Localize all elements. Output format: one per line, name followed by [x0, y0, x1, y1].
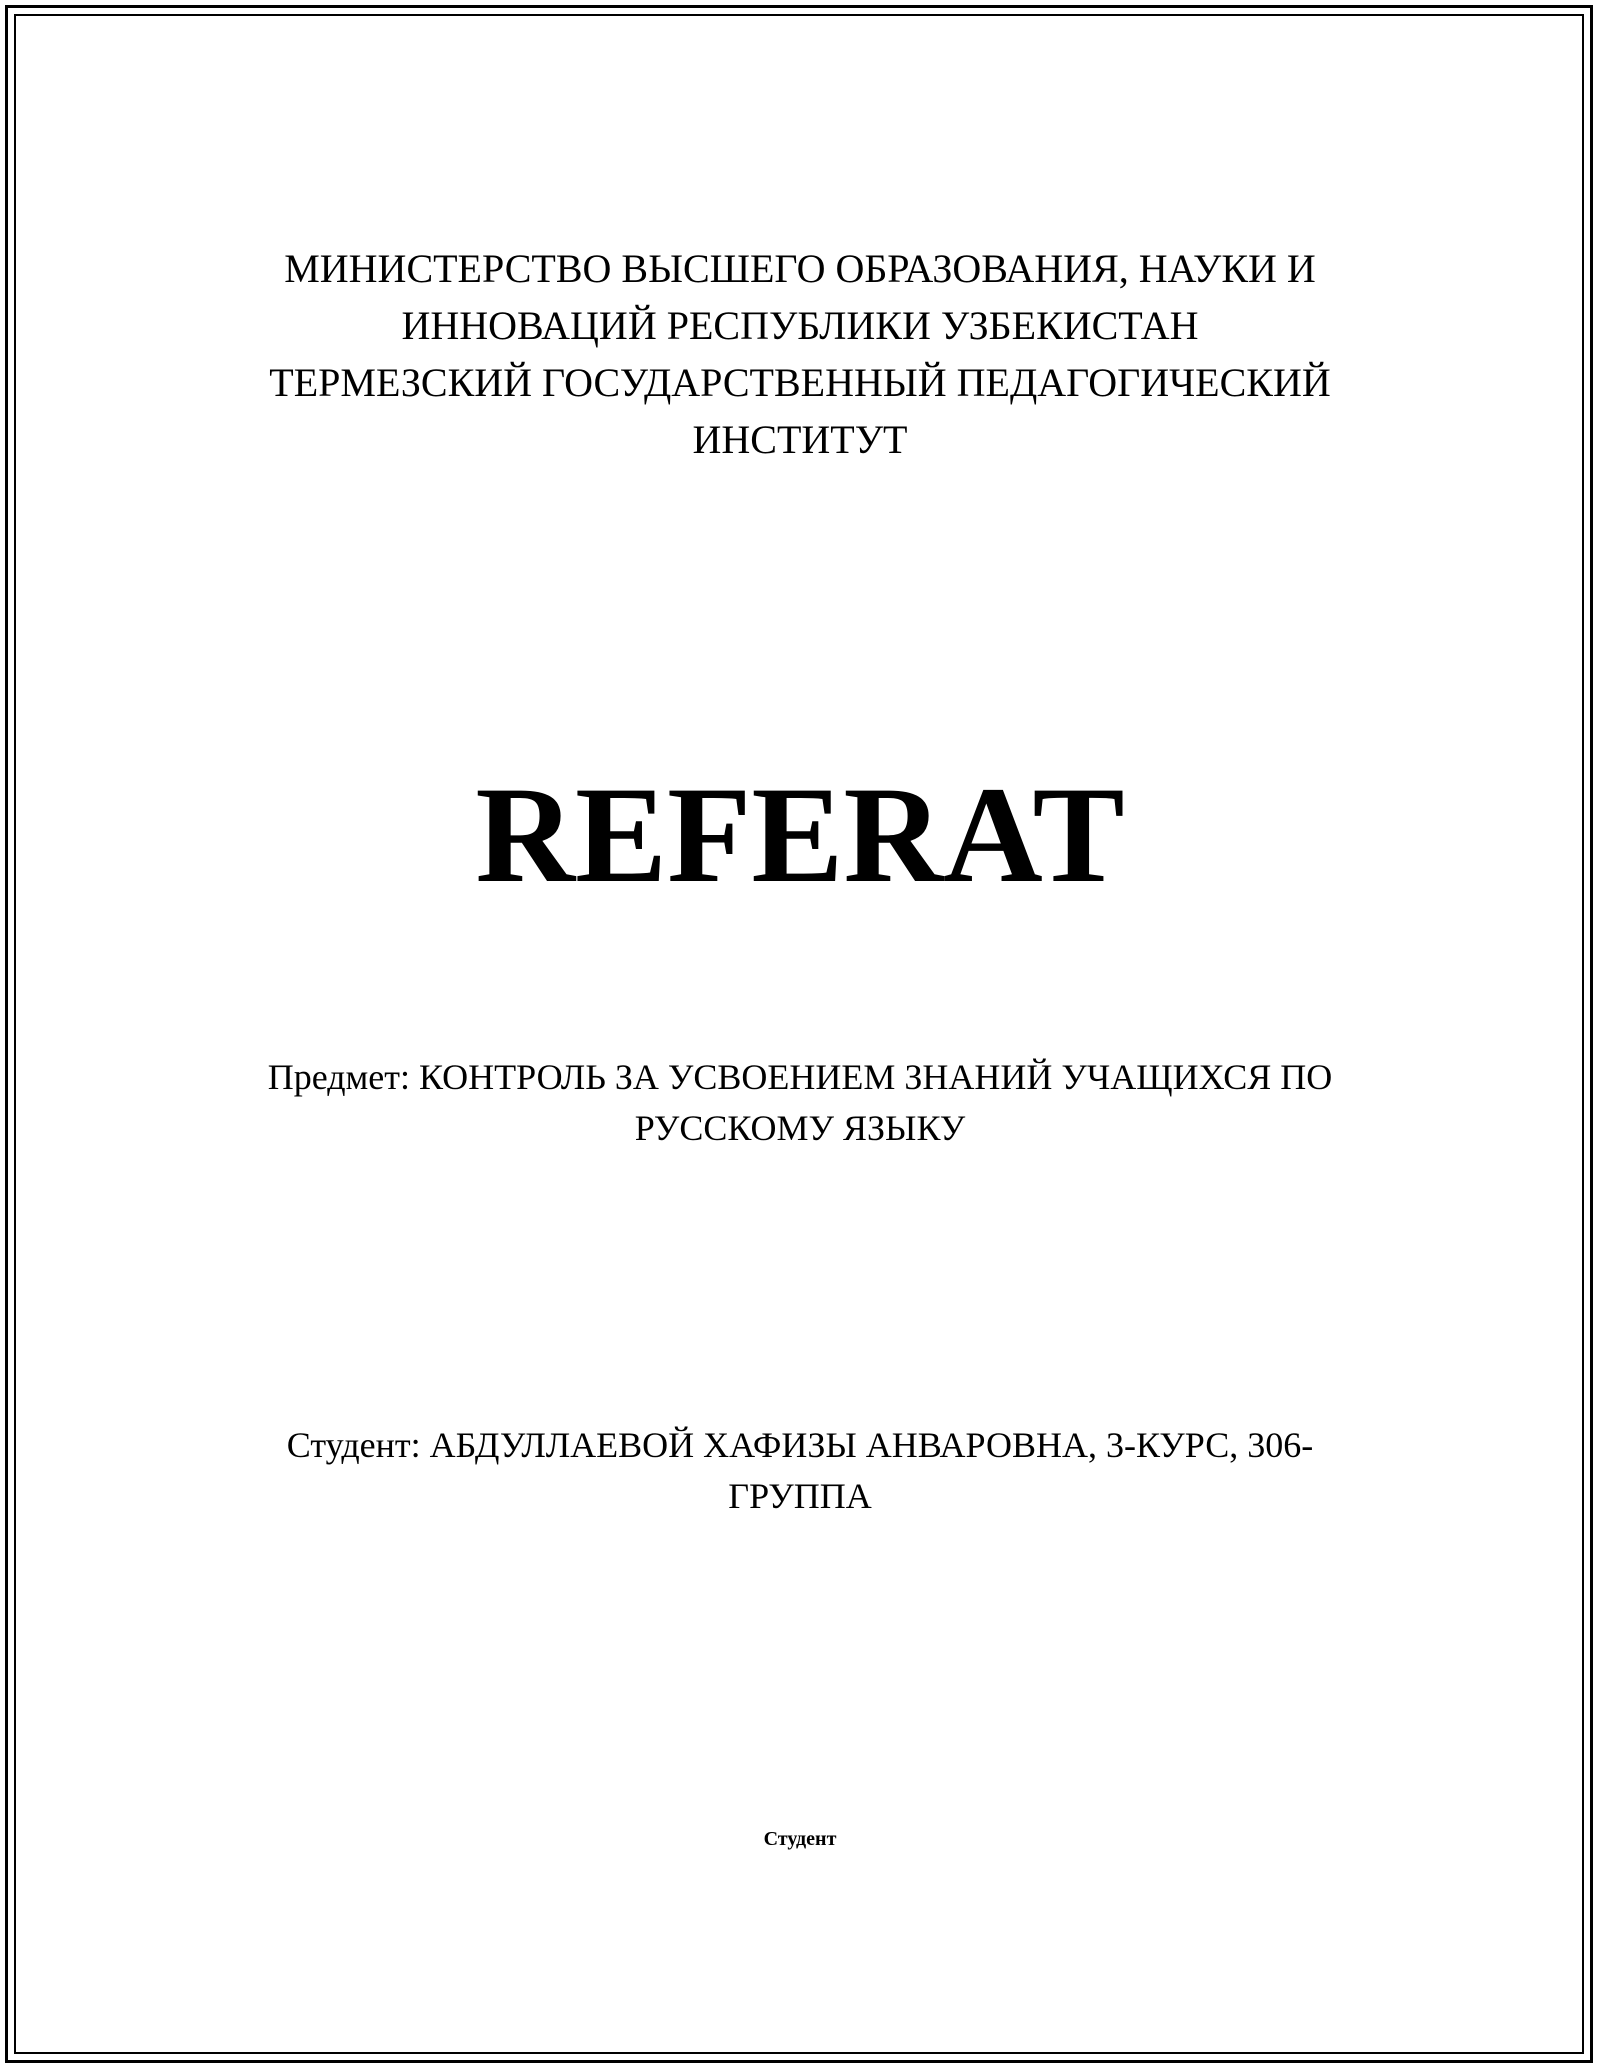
- footer-label: Студент: [763, 1828, 837, 1850]
- student-line: ГРУППА: [728, 1476, 872, 1516]
- institution-line: ИНСТИТУТ: [692, 417, 908, 462]
- institution-line: МИНИСТЕРСТВО ВЫСШЕГО ОБРАЗОВАНИЯ, НАУКИ И: [284, 246, 1316, 291]
- institution-line: ИННОВАЦИЙ РЕСПУБЛИКИ УЗБЕКИСТАН: [401, 303, 1199, 348]
- student-line: Студент: АБДУЛЛАЕВОЙ ХАФИЗЫ АНВАРОВНА, 3-КУРС, 306-: [286, 1425, 1314, 1465]
- subject-block: [0, 1052, 1600, 1154]
- subject-line: Предмет: КОНТРОЛЬ ЗА УСВОЕНИЕМ ЗНАНИЙ УЧАЩИХСЯ ПО: [267, 1057, 1333, 1097]
- student-block: [0, 1420, 1600, 1522]
- institution-line: ТЕРМЕЗСКИЙ ГОСУДАРСТВЕННЫЙ ПЕДАГОГИЧЕСКИЙ: [269, 360, 1331, 405]
- subject-line: РУССКОМУ ЯЗЫКУ: [634, 1108, 966, 1148]
- institution-header: [0, 240, 1600, 468]
- document-title: REFERAT: [475, 758, 1125, 911]
